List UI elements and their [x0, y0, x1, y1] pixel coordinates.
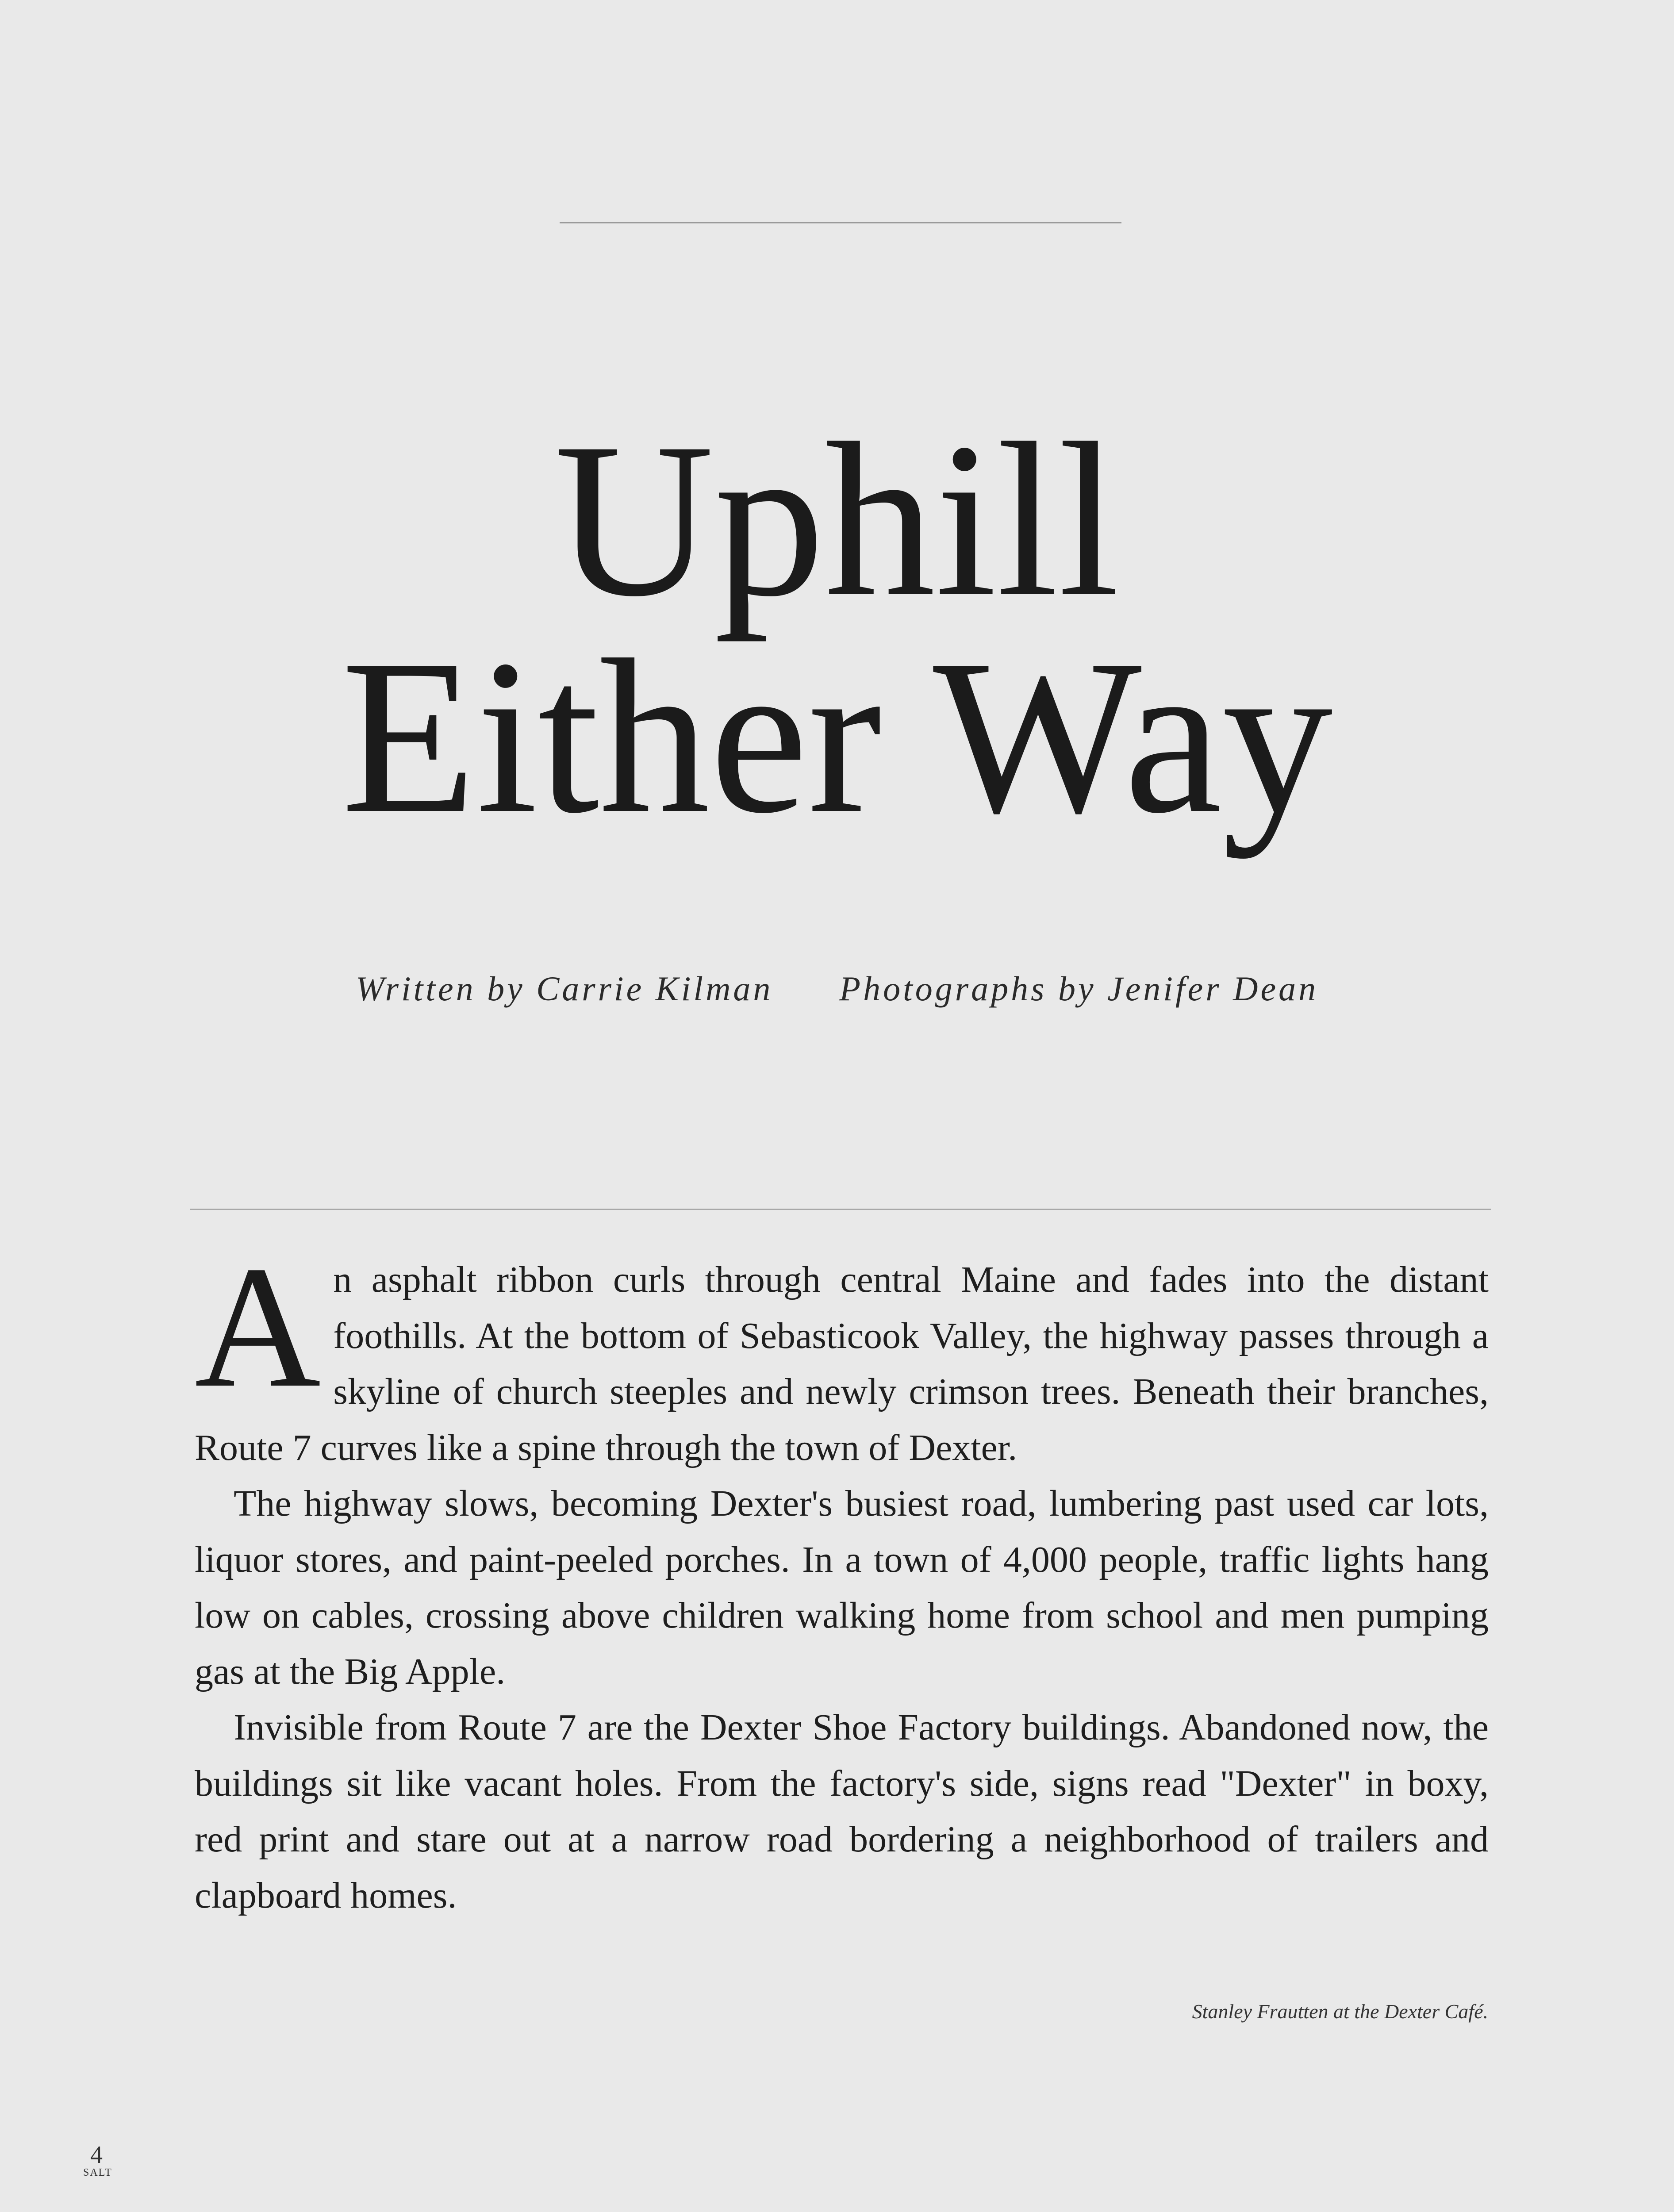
photo-caption: Stanley Frautten at the Dexter Café. [1192, 2000, 1488, 2023]
paragraph-2: The highway slows, becoming Dexter's busiest road, lumbering past used car lots, liquor stores, and paint-peeled porches. In a town of 4,000 people, traffic lights hang low on cables, crossing above children walking home from school and men pumping gas at the Big Apple. [195, 1483, 1489, 1692]
article-title [0, 397, 1674, 859]
drop-cap: A [195, 1230, 321, 1424]
folio [83, 2143, 110, 2179]
paragraph-3: Invisible from Route 7 are the Dexter Shoe Factory buildings. Abandoned now, the buildings sit like vacant holes. From the factory's side, signs read "Dexter" in boxy, red print and stare out at a narrow road bordering a neighborhood of trailers and clapboard homes. [195, 1707, 1489, 1916]
byline-photographer: Photographs by Jenifer Dean [839, 969, 1319, 1008]
magazine-name: SALT [83, 2167, 112, 2178]
article-body [195, 1230, 1489, 1924]
paragraph-1 [195, 1230, 1489, 1476]
title-line-2: Either Way [341, 614, 1333, 859]
section-rule [190, 1209, 1491, 1210]
byline-writer: Written by Carrie Kilman [355, 969, 773, 1008]
paragraph-1-text: n asphalt ribbon curls through central Maine and fades into the distant foothills. At the bottom of Sebasticook Valley, the highway passes through a skyline of church steeples and newly crimson trees. Beneath their branches, Route 7 curves like a spine through the town of Dexter. [195, 1259, 1489, 1468]
top-rule [560, 222, 1121, 223]
title-line-1: Uphill [554, 397, 1120, 642]
byline [0, 969, 1674, 1009]
page-number: 4 [90, 2141, 103, 2169]
